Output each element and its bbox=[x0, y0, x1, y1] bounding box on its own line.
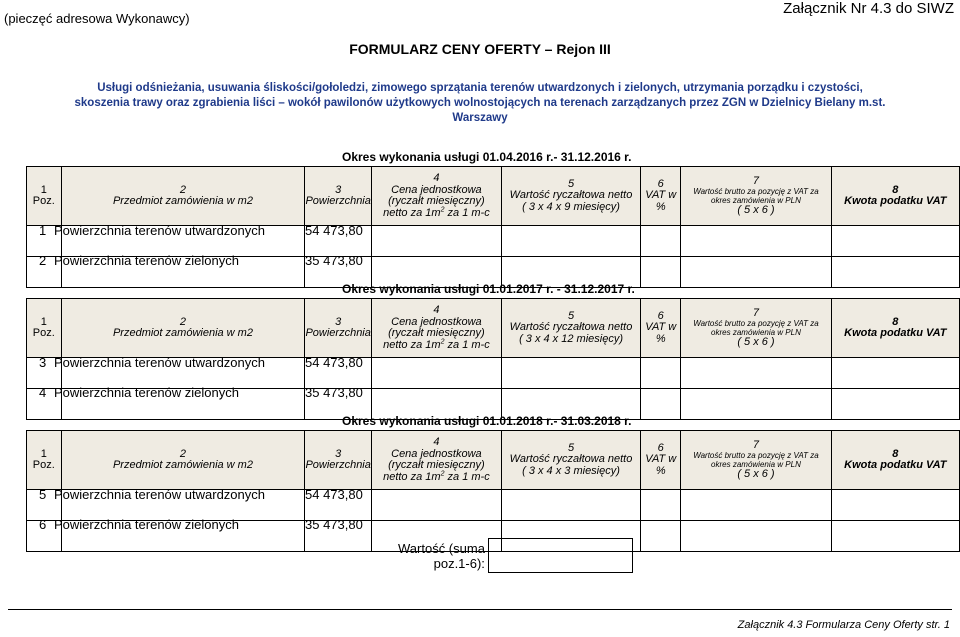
col-gross-value-header: 7 Wartość brutto za pozycję z VAT za okres zamówienia w PLN ( 5 x 6 ) bbox=[681, 167, 831, 226]
col-pos-header: 1 Poz. bbox=[27, 299, 62, 358]
col-unit-price-header: 4 Cena jednostkowa (ryczałt miesięczny) netto za $1m^2$ za 1 m-c bbox=[371, 167, 501, 226]
row-name: Powierzchnia terenów utwardzonych bbox=[54, 487, 265, 502]
stamp-label: (pieczęć adresowa Wykonawcy) bbox=[4, 11, 190, 26]
col-vat-amount-header: 8 Kwota podatku VAT bbox=[831, 299, 959, 358]
row-name: Powierzchnia terenów utwardzonych bbox=[54, 223, 265, 238]
vat-amount-cell[interactable] bbox=[831, 358, 959, 389]
col-net-value-header: 5 Wartość ryczałtowa netto ( 3 x 4 x 12 miesięcy) bbox=[501, 299, 640, 358]
net-value-cell[interactable] bbox=[501, 358, 640, 389]
gross-value-cell[interactable] bbox=[681, 490, 831, 521]
vat-amount-cell[interactable] bbox=[831, 226, 959, 257]
row-area: 35 473,80 bbox=[305, 253, 363, 268]
vat-cell[interactable] bbox=[641, 226, 681, 257]
col-gross-value-header: 7 Wartość brutto za pozycję z VAT za okres zamówienia w PLN ( 5 x 6 ) bbox=[681, 299, 831, 358]
vat-amount-cell[interactable] bbox=[831, 389, 959, 420]
row-area: 54 473,80 bbox=[305, 223, 363, 238]
gross-value-cell[interactable] bbox=[681, 389, 831, 420]
unit-price-cell[interactable] bbox=[371, 490, 501, 521]
row-pos: 1 bbox=[39, 223, 47, 238]
row-label bbox=[39, 487, 363, 502]
page-title: FORMULARZ CENY OFERTY – Rejon III bbox=[349, 41, 611, 57]
vat-amount-cell[interactable] bbox=[831, 521, 959, 552]
net-value-cell[interactable] bbox=[501, 226, 640, 257]
col-pos-header: 1 Poz. bbox=[27, 431, 62, 490]
row-pos: 6 bbox=[39, 517, 47, 532]
gross-value-cell[interactable] bbox=[681, 358, 831, 389]
formula: ( 3 x 4 x 3 miesięcy) bbox=[522, 464, 620, 477]
period-label: Okres wykonania usługi 01.01.2018 r.- 31.03.2018 r. bbox=[342, 414, 632, 428]
vat-amount-cell[interactable] bbox=[831, 490, 959, 521]
row-pos: 4 bbox=[39, 385, 47, 400]
row-label bbox=[39, 223, 363, 238]
sum-value-cell[interactable] bbox=[488, 538, 633, 573]
row-area: 54 473,80 bbox=[305, 355, 363, 370]
col-unit-price-header: 4 Cena jednostkowa (ryczałt miesięczny) netto za $1m^2$ za 1 m-c bbox=[371, 299, 501, 358]
col-area-header: 3 Powierzchnia bbox=[305, 431, 371, 490]
gross-value-cell[interactable] bbox=[681, 521, 831, 552]
col-vat-amount-header: 8 Kwota podatku VAT bbox=[831, 167, 959, 226]
row-name: Powierzchnia terenów zielonych bbox=[54, 253, 239, 268]
col-vat-header: 6 VAT w % bbox=[641, 167, 681, 226]
formula: ( 3 x 4 x 9 miesięcy) bbox=[522, 200, 620, 213]
col-vat-header: 6 VAT w % bbox=[641, 431, 681, 490]
gross-value-cell[interactable] bbox=[681, 257, 831, 288]
row-area: 35 473,80 bbox=[305, 385, 363, 400]
col-vat-amount-header: 8 Kwota podatku VAT bbox=[831, 431, 959, 490]
description-line-1: Usługi odśnieżania, usuwania śliskości/gołoledzi, zimowego sprzątania terenów utwardzonych i zielonych, utrzymania porządku i czystości, bbox=[97, 82, 863, 94]
row-pos: 3 bbox=[39, 355, 47, 370]
col-area-header: 3 Powierzchnia bbox=[305, 299, 371, 358]
net-value-cell[interactable] bbox=[501, 490, 640, 521]
row-pos: 2 bbox=[39, 253, 47, 268]
col-net-value-header: 5 Wartość ryczałtowa netto ( 3 x 4 x 9 miesięcy) bbox=[501, 167, 640, 226]
period-label: Okres wykonania usługi 01.04.2016 r.- 31.12.2016 r. bbox=[342, 150, 632, 164]
col-subject-header: 2 Przedmiot zamówienia w m2 bbox=[61, 167, 305, 226]
sum-label: Wartość (suma poz.1-6): bbox=[398, 541, 485, 571]
description-line-3: Warszawy bbox=[452, 112, 508, 124]
row-name: Powierzchnia terenów utwardzonych bbox=[54, 355, 265, 370]
row-pos: 5 bbox=[39, 487, 47, 502]
row-label bbox=[39, 385, 363, 400]
col-gross-value-header: 7 Wartość brutto za pozycję z VAT za okres zamówienia w PLN ( 5 x 6 ) bbox=[681, 431, 831, 490]
row-label bbox=[39, 355, 363, 370]
formula: ( 3 x 4 x 12 miesięcy) bbox=[519, 332, 623, 345]
period-label: Okres wykonania usługi 01.01.2017 r. - 31.12.2017 r. bbox=[342, 282, 635, 296]
col-net-value-header: 5 Wartość ryczałtowa netto ( 3 x 4 x 3 miesięcy) bbox=[501, 431, 640, 490]
col-area-header: 3 Powierzchnia bbox=[305, 167, 371, 226]
row-label bbox=[39, 517, 363, 532]
vat-cell[interactable] bbox=[641, 389, 681, 420]
row-area: 35 473,80 bbox=[305, 517, 363, 532]
col-subject-header: 2 Przedmiot zamówienia w m2 bbox=[61, 431, 305, 490]
vat-cell[interactable] bbox=[641, 257, 681, 288]
description bbox=[10, 81, 950, 126]
description-line-2: skoszenia trawy oraz zgrabienia liści – wokół pawilonów użytkowych wolnostojących na terenach zarządzanych przez ZGN w Dzielnicy Bielany m.st. bbox=[74, 97, 886, 109]
col-unit-price-header: 4 Cena jednostkowa (ryczałt miesięczny) netto za $1m^2$ za 1 m-c bbox=[371, 431, 501, 490]
col-subject-header: 2 Przedmiot zamówienia w m2 bbox=[61, 299, 305, 358]
row-name: Powierzchnia terenów zielonych bbox=[54, 517, 239, 532]
unit-price-cell[interactable] bbox=[371, 358, 501, 389]
gross-value-cell[interactable] bbox=[681, 226, 831, 257]
col-vat-header: 6 VAT w % bbox=[641, 299, 681, 358]
footer-divider bbox=[8, 609, 952, 610]
row-name: Powierzchnia terenów zielonych bbox=[54, 385, 239, 400]
row-label bbox=[39, 253, 363, 268]
vat-cell[interactable] bbox=[641, 490, 681, 521]
vat-amount-cell[interactable] bbox=[831, 257, 959, 288]
attachment-label: Załącznik Nr 4.3 do SIWZ bbox=[783, 0, 954, 17]
footer-label: Załącznik 4.3 Formularza Ceny Oferty str. 1 bbox=[737, 619, 950, 631]
unit-price-cell[interactable] bbox=[371, 226, 501, 257]
row-area: 54 473,80 bbox=[305, 487, 363, 502]
vat-cell[interactable] bbox=[641, 521, 681, 552]
vat-cell[interactable] bbox=[641, 358, 681, 389]
col-pos-header: 1 Poz. bbox=[27, 167, 62, 226]
